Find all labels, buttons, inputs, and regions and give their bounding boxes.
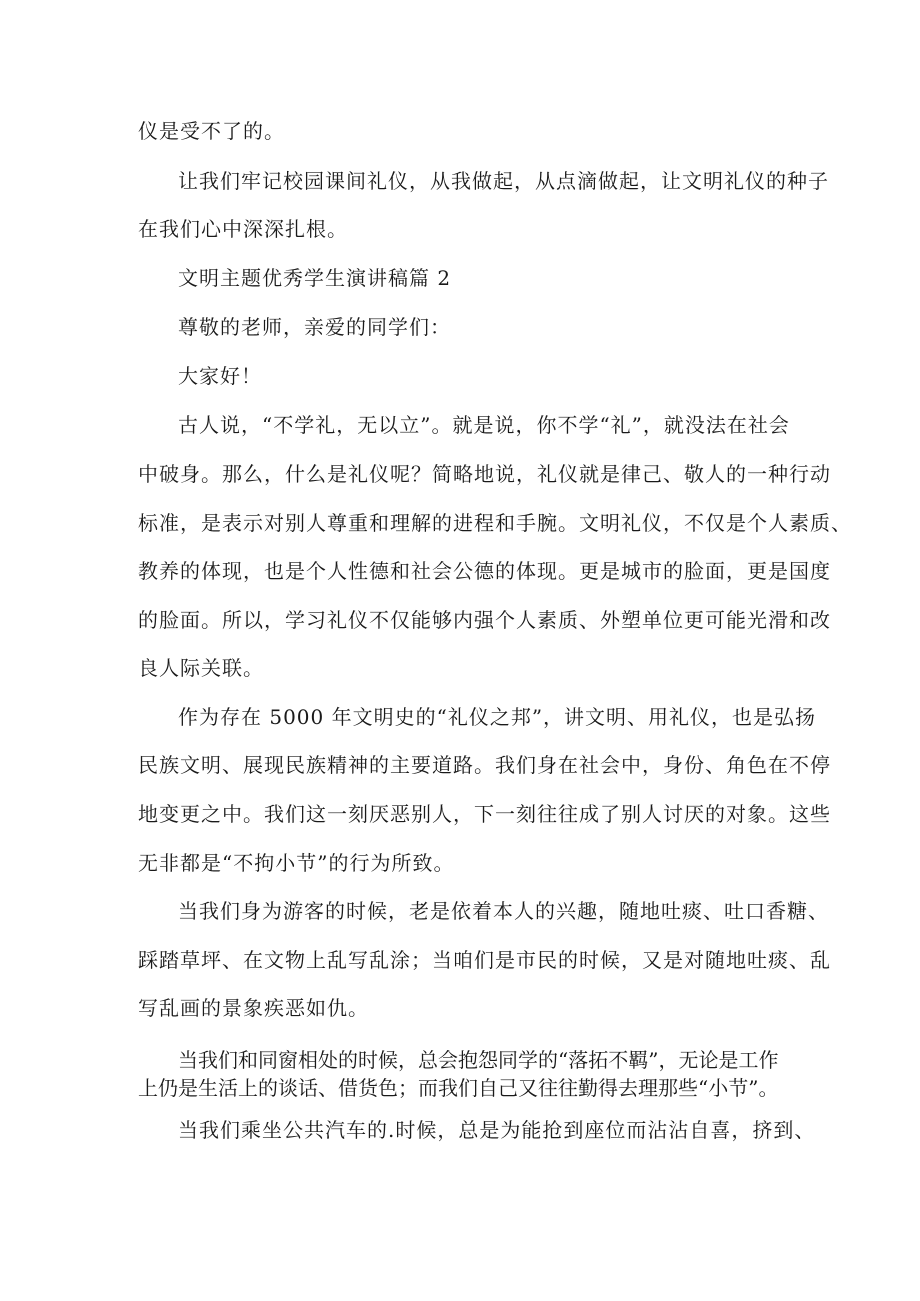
paragraph-line: 中破身。那么，什么是礼仪呢？简略地说，礼仪就是律己、敬人的一种行动 <box>138 462 831 486</box>
paragraph-line: 古人说，“不学礼，无以立”。就是说，你不学“礼”，就没法在社会 <box>178 413 790 437</box>
paragraph-line: 在我们心中深深扎根。 <box>138 217 348 241</box>
paragraph-line: 当我们身为游客的时候，老是依着本人的兴趣，随地吐痰、吐口香糖、 <box>178 899 829 923</box>
paragraph-line: 仪是受不了的。 <box>138 119 285 143</box>
paragraph-line: 当我们乘坐公共汽车的.时候，总是为能抢到座位而沾沾自喜，挤到、 <box>178 1118 816 1142</box>
paragraph-line: 教养的体现，也是个人性德和社会公德的体现。更是城市的脸面，更是国度 <box>138 559 831 583</box>
paragraph-line: 的脸面。所以，学习礼仪不仅能够内强个人素质、外塑单位更可能光滑和改 <box>138 608 831 632</box>
section-heading: 文明主题优秀学生演讲稿篇 2 <box>178 266 452 290</box>
paragraph-line: 民族文明、展现民族精神的主要道路。我们身在社会中，身份、角色在不停 <box>138 753 831 777</box>
paragraph-line: 当我们和同窗相处的时候，总会抱怨同学的“落拓不羁”，无论是工作 <box>178 1048 779 1072</box>
paragraph-line: 写乱画的景象疾恶如仇。 <box>138 996 369 1020</box>
paragraph-line: 无非都是“不拘小节”的行为所致。 <box>138 851 455 875</box>
paragraph-line: 标准，是表示对别人尊重和理解的进程和手腕。文明礼仪，不仅是个人素质、 <box>138 511 852 535</box>
salutation: 尊敬的老师，亲爱的同学们： <box>178 315 451 339</box>
paragraph-line: 良人际关联。 <box>138 656 264 680</box>
paragraph-line: 地变更之中。我们这一刻厌恶别人，下一刻往往成了别人讨厌的对象。这些 <box>138 802 831 826</box>
paragraph-line: 作为存在 5000 年文明史的“礼仪之邦”，讲文明、用礼仪，也是弘扬 <box>178 705 817 729</box>
greeting: 大家好！ <box>178 364 262 388</box>
paragraph-line: 让我们牢记校园课间礼仪，从我做起，从点滴做起，让文明礼仪的种子 <box>178 169 829 193</box>
paragraph-line: 上仍是生活上的谈话、借货色；而我们自己又往往勤得去理那些“小节”。 <box>138 1076 779 1100</box>
paragraph-line: 踩踏草坪、在文物上乱写乱涂；当咱们是市民的时候，又是对随地吐痰、乱 <box>138 948 831 972</box>
